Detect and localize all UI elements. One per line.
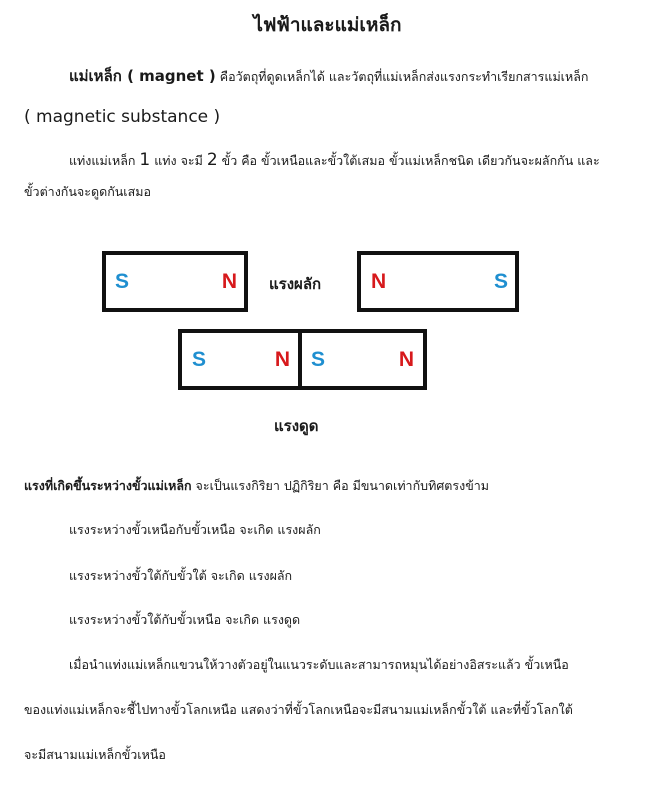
magnet-bottom-right: [298, 329, 427, 390]
compass-line3: จะมีสนามแม่เหล็กขั้วเหนือ: [24, 747, 166, 762]
intro-term: แม่เหล็ก ( magnet ): [69, 67, 216, 85]
forces-heading: แรงที่เกิดขึ้นระหว่างขั้วแม่เหล็ก: [24, 478, 192, 493]
compass-line1: เมื่อนำแท่งแม่เหล็กแขวนให้วางตัวอยู่ในแนวระดับและสามารถหมุนได้อย่างอิสระแล้ว ขั้วเหนือ: [69, 657, 569, 672]
south-pole-label: S: [311, 348, 326, 371]
north-pole-label: N: [398, 348, 414, 371]
force-item: แรงระหว่างขั้วใต้กับขั้วใต้ จะเกิด แรงผลัก: [69, 568, 293, 583]
force-item: แรงระหว่างขั้วใต้กับขั้วเหนือ จะเกิด แรงดูด: [69, 612, 301, 627]
attract-label: แรงดูด: [274, 417, 319, 435]
poles-text-b: แท่ง จะมี: [150, 153, 207, 168]
north-pole-label: N: [371, 270, 387, 293]
force-item: แรงระหว่างขั้วเหนือกับขั้วเหนือ จะเกิด แรงผลัก: [69, 522, 321, 537]
repel-label: แรงผลัก: [269, 275, 322, 293]
magnet-right: [357, 251, 519, 312]
forces-heading-line: [24, 476, 489, 496]
north-pole-label: N: [221, 270, 237, 293]
south-pole-label: S: [115, 270, 130, 293]
magnet-bottom-left: [178, 329, 302, 390]
poles-line1: [69, 150, 600, 171]
poles-line2: ขั้วต่างกันจะดูดกันเสมอ: [24, 184, 151, 199]
north-pole-label: N: [274, 348, 290, 371]
page-title: ไฟฟ้าและแม่เหล็ก: [253, 14, 402, 36]
poles-text-a: แท่งแม่เหล็ก: [69, 153, 140, 168]
forces-heading-rest: จะเป็นแรงกิริยา ปฏิกิริยา คือ มีขนาดเท่ากับทิศตรงข้าม: [191, 478, 489, 493]
poles-num1: 1: [139, 150, 151, 170]
compass-line2: ของแท่งแม่เหล็กจะชี้ไปทางขั้วโลกเหนือ แสดงว่าที่ขั้วโลกเหนือจะมีสนามแม่เหล็กขั้วใต้ และที่ขั้วโลกใต้: [24, 702, 573, 717]
intro-text: คือวัตถุที่ดูดเหล็กได้ และวัตถุที่แม่เหล็กส่งแรงกระทำเรียกสารแม่เหล็ก: [215, 69, 589, 84]
south-pole-label: S: [192, 348, 207, 371]
south-pole-label: S: [493, 270, 508, 293]
magnet-left: [102, 251, 248, 312]
intro-line2: ( magnetic substance ): [24, 107, 221, 127]
intro-paragraph: [69, 64, 588, 88]
poles-text-c: ขั้ว คือ ขั้วเหนือและขั้วใต้เสมอ ขั้วแม่เหล็กชนิด เดียวกันจะผลักกัน และ: [217, 153, 600, 168]
poles-num2: 2: [206, 150, 218, 170]
